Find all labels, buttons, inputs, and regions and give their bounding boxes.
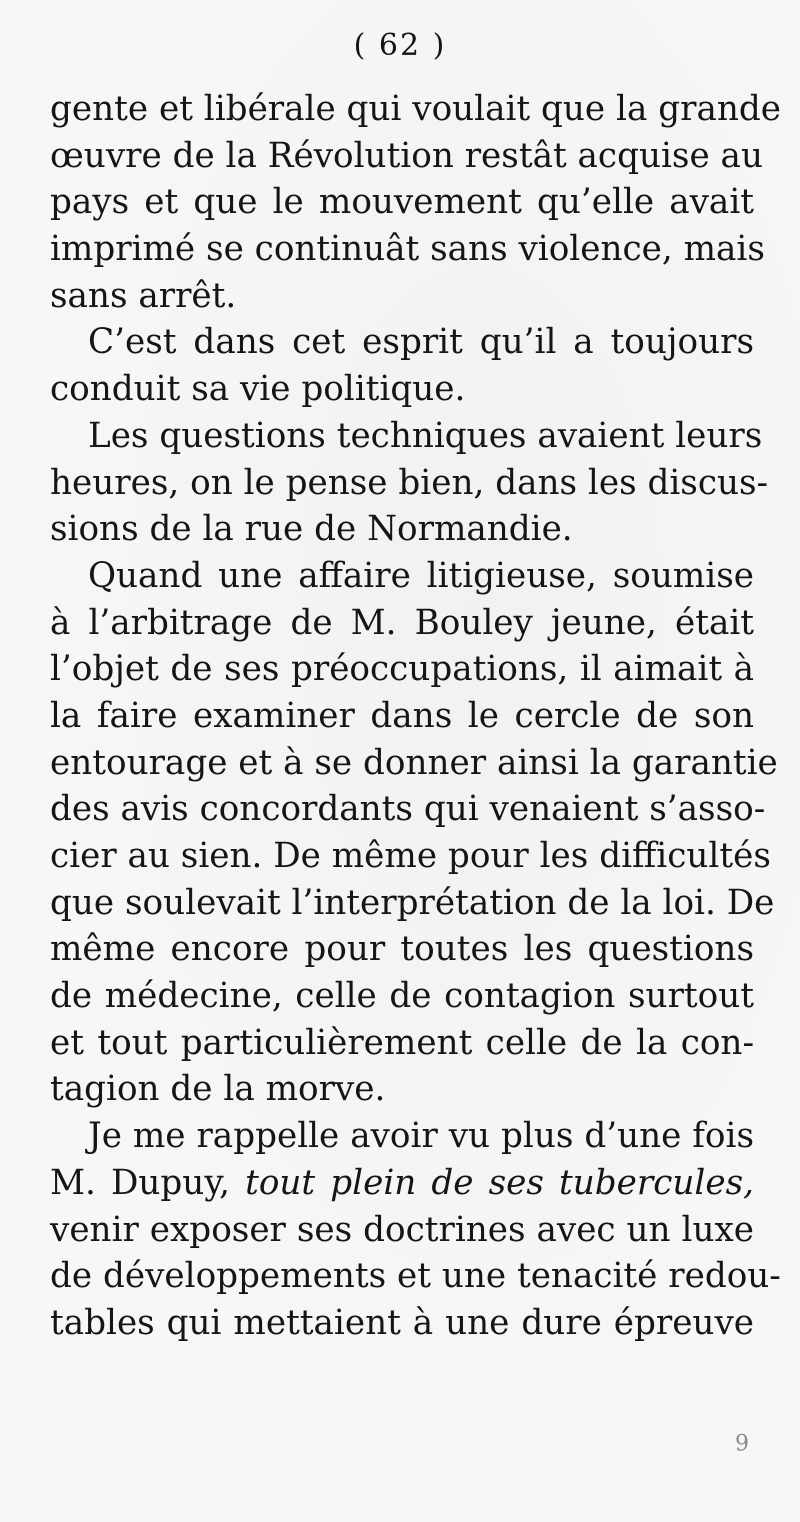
text-line: C’est dans cet esprit qu’il a toujours bbox=[88, 322, 754, 363]
text-line: gente et libérale qui voulait que la grande bbox=[50, 89, 781, 129]
page-number: ( 62 ) bbox=[353, 28, 447, 63]
text-line: la faire examiner dans le cercle de son bbox=[50, 695, 754, 736]
text-line: que soulevait l’interprétation de la loi. De bbox=[50, 882, 775, 923]
text-line: pays et que le mouvement qu’elle avait bbox=[50, 182, 754, 223]
text-line: tables qui mettaient à une dure épreuve bbox=[50, 1302, 754, 1343]
text-line: cier au sien. De même pour les difficultés bbox=[50, 836, 771, 876]
text-line: à l’arbitrage de M. Bouley jeune, était bbox=[50, 602, 754, 643]
text-line: Je me rappelle avoir vu plus d’une fois bbox=[88, 1116, 754, 1157]
text-line: heures, on le pense bien, dans les discus- bbox=[50, 462, 769, 503]
text-run: M. Dupuy, bbox=[50, 1162, 246, 1203]
text-line bbox=[50, 1160, 754, 1207]
italic-phrase: tout plein de ses tubercules, bbox=[245, 1162, 755, 1203]
text-line: de développements et une tenacité redou- bbox=[50, 1256, 781, 1297]
body-text bbox=[50, 86, 781, 1347]
text-line: sans arrêt. bbox=[50, 275, 237, 316]
text-line: tagion de la morve. bbox=[50, 1069, 386, 1110]
text-line: conduit sa vie politique. bbox=[50, 369, 466, 410]
text-line: Quand une affaire litigieuse, soumise bbox=[88, 555, 754, 596]
text-line: de médecine, celle de contagion surtout bbox=[50, 976, 754, 1017]
text-line: œuvre de la Révolution restât acquise au bbox=[50, 135, 763, 176]
text-line: sions de la rue de Normandie. bbox=[50, 509, 573, 550]
text-line: Les questions techniques avaient leurs bbox=[88, 415, 763, 456]
text-line: imprimé se continuât sans violence, mais bbox=[50, 229, 765, 270]
text-line: des avis concordants qui venaient s’asso- bbox=[50, 789, 766, 830]
corner-mark: 6 bbox=[735, 1428, 749, 1453]
text-line: venir exposer ses doctrines avec un luxe bbox=[50, 1209, 754, 1250]
text-line: même encore pour toutes les questions bbox=[50, 929, 754, 970]
text-line: entourage et à se donner ainsi la garantie bbox=[50, 742, 778, 783]
text-line: l’objet de ses préoccupations, il aimait à bbox=[50, 649, 754, 690]
text-line: et tout particulièrement celle de la con- bbox=[50, 1022, 754, 1063]
